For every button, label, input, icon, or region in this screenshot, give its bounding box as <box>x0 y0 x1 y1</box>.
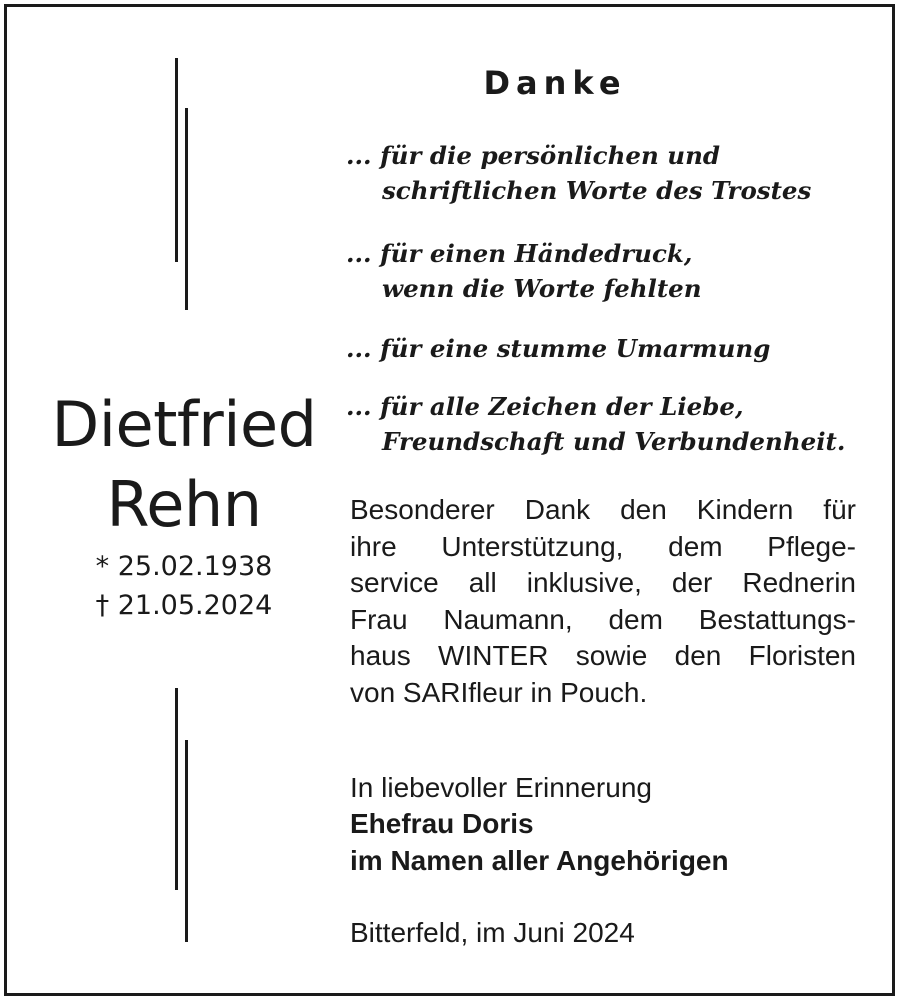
phrase-1-line-1: ... für die persönlichen und <box>346 141 721 170</box>
phrase-3-line-1: ... für eine stumme Umarmung <box>346 334 771 363</box>
decor-line-top-right <box>185 108 188 310</box>
thanks-line-5: haus WINTER sowie den Floristen <box>350 640 856 671</box>
place-date: Bitterfeld, im Juni 2024 <box>350 917 635 948</box>
signature-family: im Namen aller Angehörigen <box>350 845 729 876</box>
phrase-2-line-2: wenn die Worte fehlten <box>382 274 702 303</box>
birth-date: * 25.02.1938 <box>95 551 273 582</box>
decor-line-top-left <box>175 58 178 262</box>
thanks-line-3: service all inklusive, der Rednerin <box>350 567 856 598</box>
phrase-4-line-2: Freundschaft und Verbundenheit. <box>382 427 846 456</box>
phrase-4 <box>346 389 845 459</box>
phrase-2-line-1: ... für einen Händedruck, <box>346 239 693 268</box>
phrase-1 <box>346 138 811 208</box>
phrase-1-line-2: schriftlichen Worte des Trostes <box>382 176 812 205</box>
decor-line-bottom-right <box>185 740 188 942</box>
thanks-line-6: von SARIfleur in Pouch. <box>350 676 648 708</box>
thanks-line-4: Frau Naumann, dem Bestattungs- <box>350 603 856 635</box>
thanks-line-2: ihre Unterstützung, dem Pflege- <box>350 530 856 562</box>
decor-line-bottom-left <box>175 688 178 890</box>
thanks-paragraph <box>350 492 856 711</box>
signature-wife: Ehefrau Doris <box>350 808 534 839</box>
phrase-4-line-1: ... für alle Zeichen der Liebe, <box>346 392 744 421</box>
heading: Danke <box>483 64 627 102</box>
thanks-line-1: Besonderer Dank den Kindern für <box>350 494 856 525</box>
phrase-2 <box>346 236 702 306</box>
deceased-first-name: Dietfried <box>51 388 317 461</box>
signature-intro: In liebevoller Erinnerung <box>350 772 652 803</box>
phrase-3 <box>346 331 770 366</box>
death-date: † 21.05.2024 <box>95 590 273 621</box>
deceased-last-name: Rehn <box>106 468 262 541</box>
